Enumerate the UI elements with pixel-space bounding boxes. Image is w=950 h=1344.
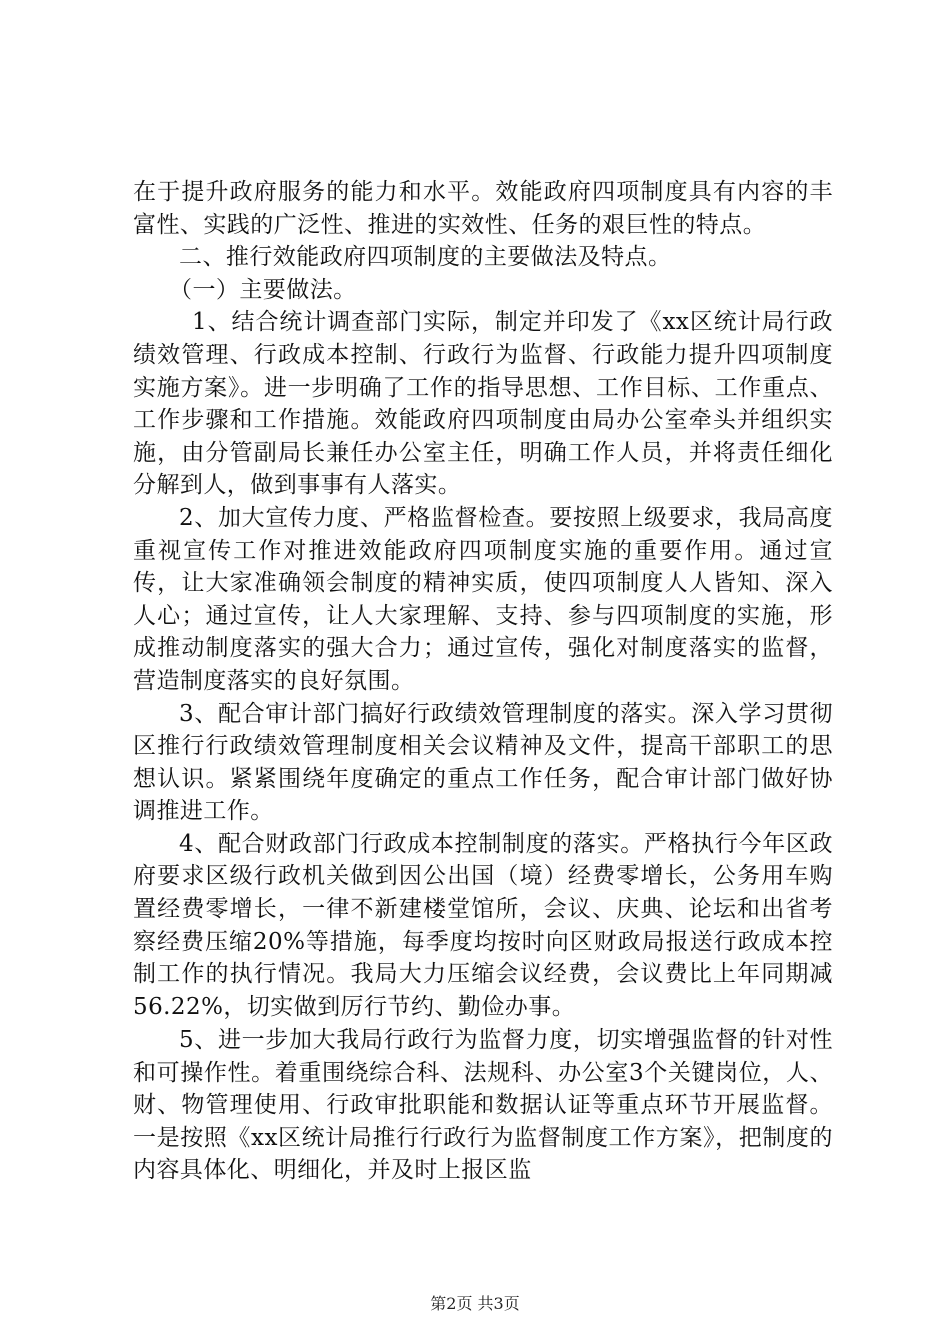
body-text-bottom [133,1024,833,1187]
body-text-top [133,176,833,1023]
paragraph-item-2: 2、加大宣传力度、严格监督检查。要按照上级要求，我局高度重视宣传工作对推进效能政府四项制度实施的重要作用。通过宣传，让大家准确领会制度的精神实质，使四项制度人人皆知、深入人心；通过宣传，让人大家理解、支持、参与四项制度的实施，形成推动制度落实的强大合力；通过宣传，强化对制度落实的监督，营造制度落实的良好氛围。 [133,504,833,694]
section-heading: 二、推行效能政府四项制度的主要做法及特点。 [179,244,672,271]
paragraph-item-5: 5、进一步加大我局行政行为监督力度，切实增强监督的针对性和可操作性。着重围绕综合科、法规科、办公室3个关键岗位，人、财、物管理使用、行政审批职能和数据认证等重点环节开展监督。一是按照《xx区统计局推行行政行为监督制度工作方案》，把制度的内容具体化、明细化，并及时上报区监 [133,1027,833,1184]
paragraph-item-1: 1、结合统计调查部门实际，制定并印发了《xx区统计局行政绩效管理、行政成本控制、行政行为监督、行政能力提升四项制度实施方案》。进一步明确了工作的指导思想、工作目标、工作重点、工作步骤和工作措施。效能政府四项制度由局办公室牵头并组织实施，由分管副局长兼任办公室主任，明确工作人员，并将责任细化分解到人，做到事事有人落实。 [133,309,833,499]
subsection-heading: （一）主要做法。 [169,276,357,303]
page-number-footer: 第2页 共3页 [430,1294,520,1313]
paragraph-item-3: 3、配合审计部门搞好行政绩效管理制度的落实。深入学习贯彻区推行行政绩效管理制度相关会议精神及文件，提高干部职工的思想认识。紧紧围绕年度确定的重点工作任务，配合审计部门做好协调推进工作。 [133,700,833,825]
paragraph-continuation: 在于提升政府服务的能力和水平。效能政府四项制度具有内容的丰富性、实践的广泛性、推进的实效性、任务的艰巨性的特点。 [133,179,833,238]
paragraph-item-4: 4、配合财政部门行政成本控制制度的落实。严格执行今年区政府要求区级行政机关做到因公出国（境）经费零增长，公务用车购置经费零增长，一律不新建楼堂馆所，会议、庆典、论坛和出省考察经费压缩20%等措施，每季度均按时向区财政局报送行政成本控制工作的执行情况。我局大力压缩会议经费，会议费比上年同期减56.22%，切实做到厉行节约、勤俭办事。 [133,830,833,1020]
